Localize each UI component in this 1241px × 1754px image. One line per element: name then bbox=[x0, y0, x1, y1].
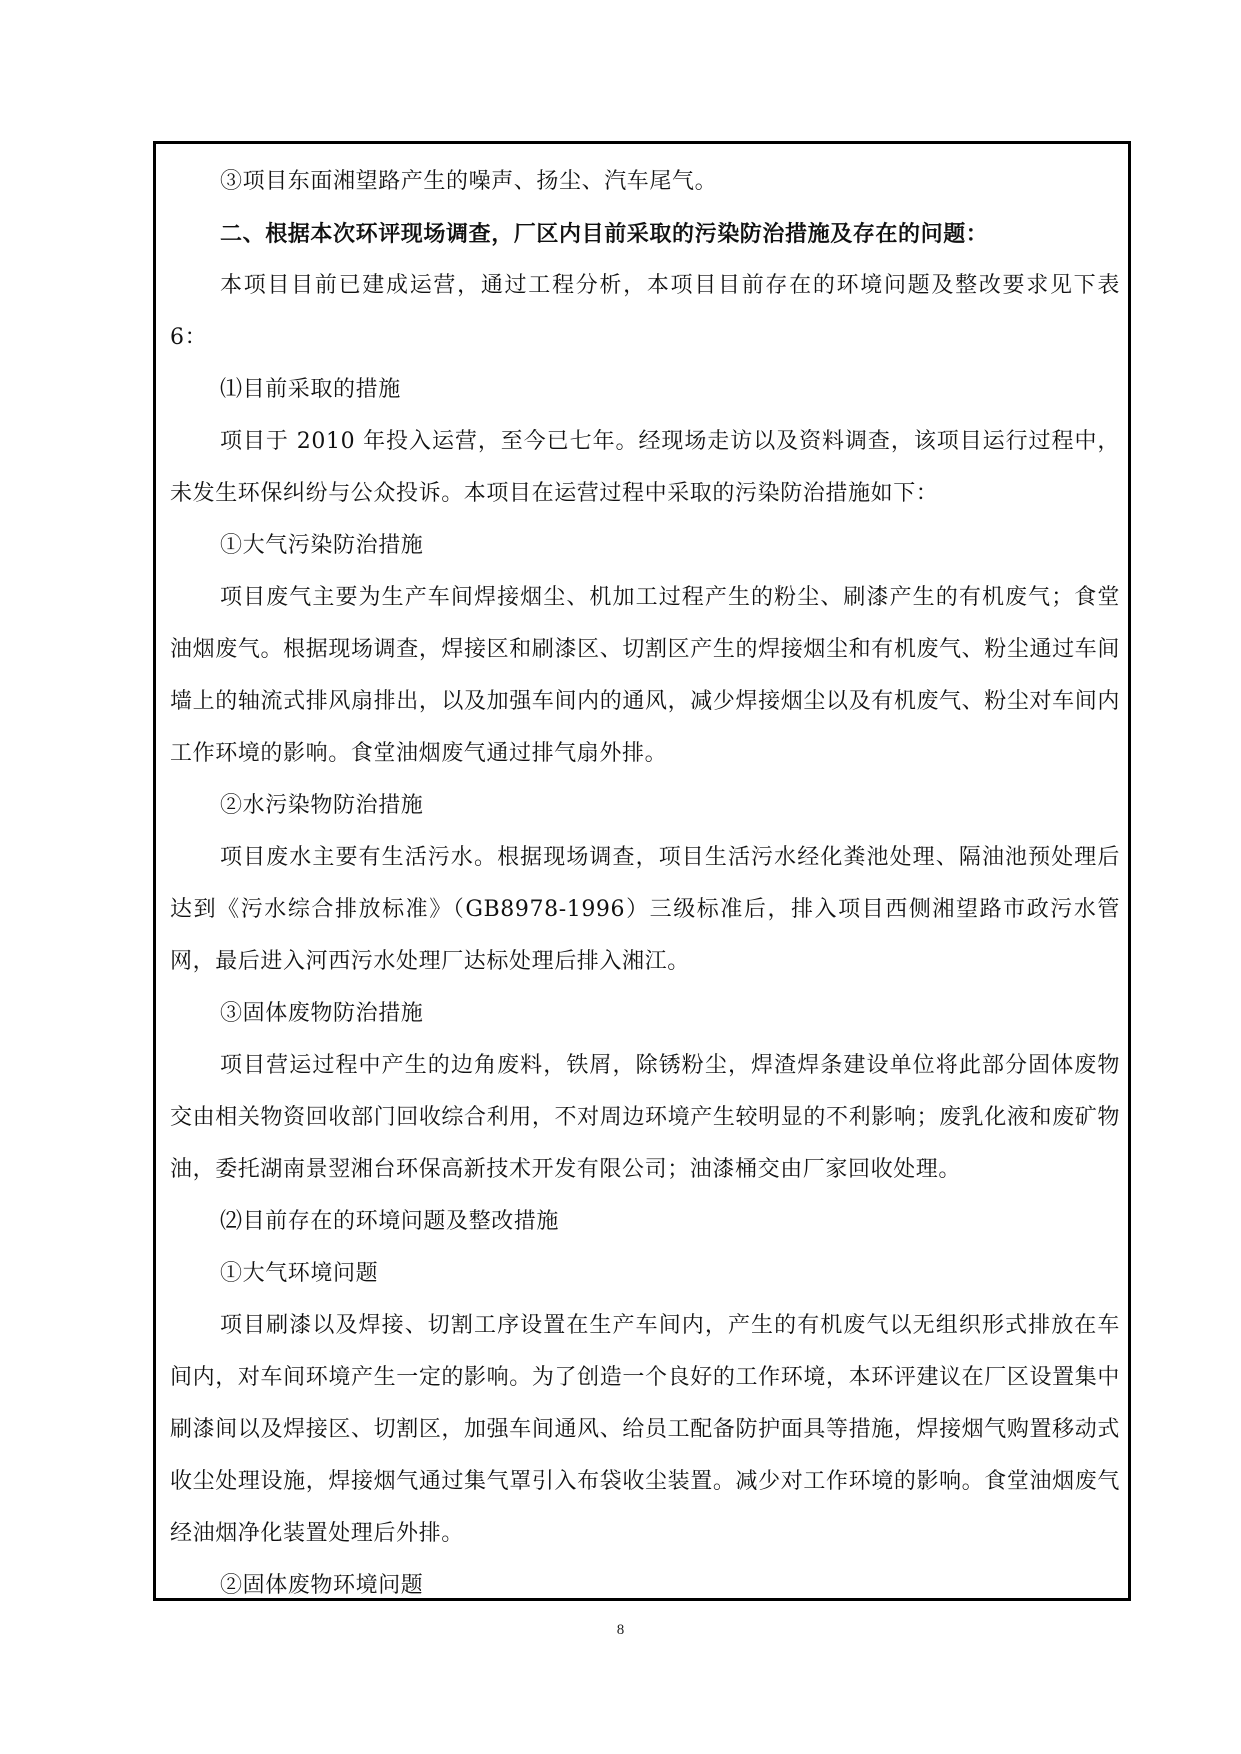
paragraph: ①大气污染防治措施 bbox=[220, 533, 424, 558]
paragraph: 项目刷漆以及焊接、切割工序设置在生产车间内，产生的有机废气以无组织形式排放在车间内，对车间环境产生一定的影响。为了创造一个良好的工作环境，本环评建议在厂区设置集中刷漆间以及焊接区、切割区，加强车间通风、给员工配备防护面具等措施，焊接烟气购置移动式收尘处理设施，焊接烟气通过集气罩引入布袋收尘装置。减少对工作环境的影响。食堂油烟废气经油烟净化装置处理后外排。 bbox=[170, 1313, 1120, 1546]
paragraph: ③固体废物防治措施 bbox=[220, 1001, 424, 1026]
paragraph: 项目废气主要为生产车间焊接烟尘、机加工过程产生的粉尘、刷漆产生的有机废气；食堂油烟废气。根据现场调查，焊接区和刷漆区、切割区产生的焊接烟尘和有机废气、粉尘通过车间墙上的轴流式排风扇排出，以及加强车间内的通风，减少焊接烟尘以及有机废气、粉尘对车间内工作环境的影响。食堂油烟废气通过排气扇外排。 bbox=[170, 585, 1120, 766]
page-number: 8 bbox=[616, 1622, 625, 1638]
paragraph: ②水污染物防治措施 bbox=[220, 793, 424, 818]
content-frame bbox=[153, 141, 1131, 1601]
paragraph: ⑴目前采取的措施 bbox=[220, 377, 401, 402]
paragraph: 项目于 2010 年投入运营，至今已七年。经现场走访以及资料调查，该项目运行过程中，未发生环保纠纷与公众投诉。本项目在运营过程中采取的污染防治措施如下： bbox=[170, 429, 1120, 506]
paragraph: ①大气环境问题 bbox=[220, 1261, 379, 1286]
paragraph: ③项目东面湘望路产生的噪声、扬尘、汽车尾气。 bbox=[220, 169, 718, 194]
paragraph: ⑵目前存在的环境问题及整改措施 bbox=[220, 1209, 560, 1234]
paragraph: ②固体废物环境问题 bbox=[220, 1573, 424, 1598]
paragraph: 项目废水主要有生活污水。根据现场调查，项目生活污水经化粪池处理、隔油池预处理后达到《污水综合排放标准》（GB8978-1996）三级标准后，排入项目西侧湘望路市政污水管网，最后进入河西污水处理厂达标处理后排入湘江。 bbox=[170, 845, 1120, 974]
document-body bbox=[170, 156, 1120, 1612]
section-heading: 二、根据本次环评现场调查，厂区内目前采取的污染防治措施及存在的问题： bbox=[220, 221, 989, 247]
paragraph: 项目营运过程中产生的边角废料，铁屑，除锈粉尘，焊渣焊条建设单位将此部分固体废物交由相关物资回收部门回收综合利用，不对周边环境产生较明显的不利影响；废乳化液和废矿物油，委托湖南景翌湘台环保高新技术开发有限公司；油漆桶交由厂家回收处理。 bbox=[170, 1053, 1120, 1182]
paragraph: 本项目目前已建成运营，通过工程分析，本项目目前存在的环境问题及整改要求见下表 6： bbox=[170, 273, 1120, 350]
